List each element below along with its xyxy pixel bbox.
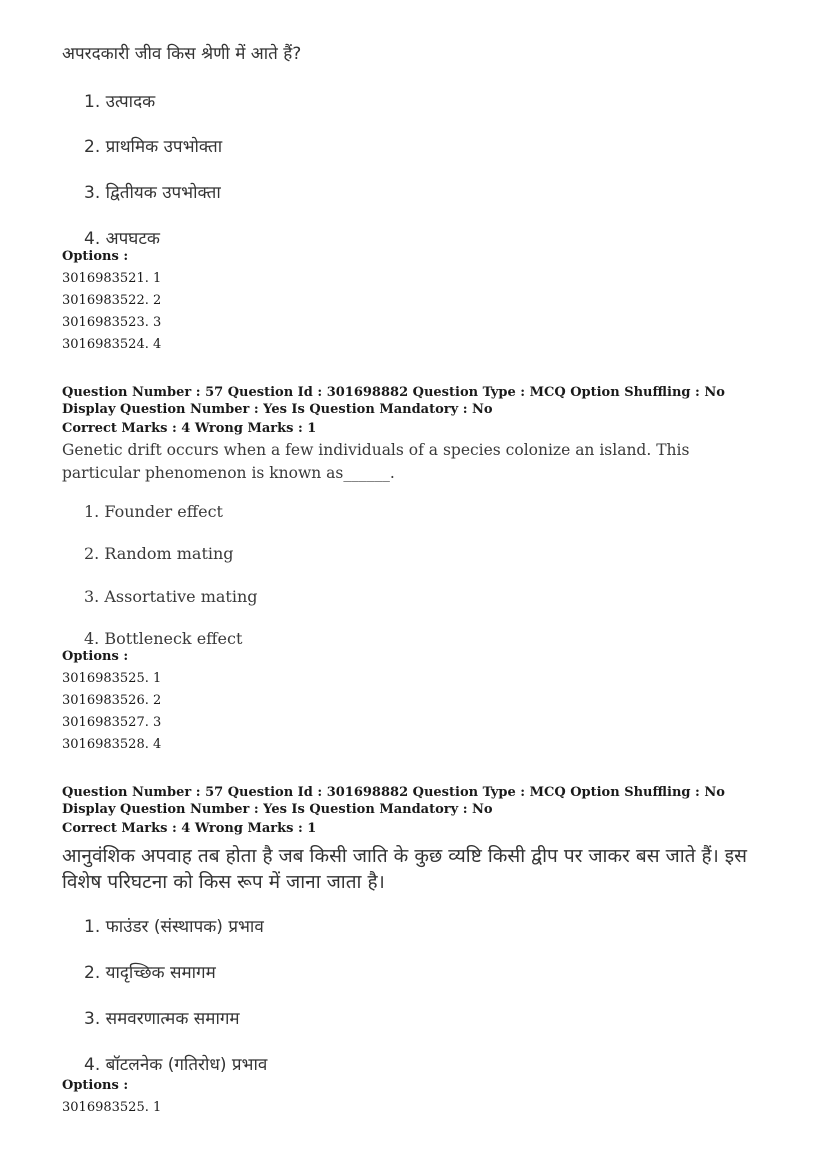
option-id: 3016983525. 1 [62,1100,162,1115]
option-id: 3016983528. 4 [62,737,162,752]
choice-3: 3. Assortative mating [84,587,258,606]
option-id: 3016983523. 3 [62,315,162,330]
question-text-hindi-1: अपरदकारी जीव किस श्रेणी में आते हैं? [62,44,302,64]
option-id: 3016983525. 1 [62,671,162,686]
option-id: 3016983526. 2 [62,693,162,708]
choice-3: 3. समवरणात्मक समागम [84,1009,240,1029]
question-text-hindi-2: आनुवंशिक अपवाह तब होता है जब किसी जाति के कुछ व्यष्टि किसी द्वीप पर जाकर बस जाते हैं। इस विशेष परिघटना को किस रूप में जाना जाता है। [62,845,747,893]
choice-4: 4. बॉटलनेक (गतिरोध) प्रभाव [84,1055,268,1075]
question-meta: Question Number : 57 Question Id : 301698882 Question Type : MCQ Option Shuffling : No Display Question Number : Yes Is Question Mandatory : No [62,385,725,417]
options-label: Options : [62,249,129,264]
option-id: 3016983527. 3 [62,715,162,730]
choice-4: 4. अपघटक [84,229,160,249]
choice-3: 3. द्वितीयक उपभोक्ता [84,183,221,203]
choice-1: 1. उत्पादक [84,92,156,112]
options-label: Options : [62,649,129,664]
choice-1: 1. फाउंडर (संस्थापक) प्रभाव [84,917,264,937]
option-id: 3016983522. 2 [62,293,162,308]
options-label: Options : [62,1078,129,1093]
option-id: 3016983524. 4 [62,337,162,352]
question-marks: Correct Marks : 4 Wrong Marks : 1 [62,421,317,436]
question-marks: Correct Marks : 4 Wrong Marks : 1 [62,821,317,836]
choice-1: 1. Founder effect [84,502,223,521]
choice-2: 2. यादृच्छिक समागम [84,963,216,983]
choice-2: 2. Random mating [84,544,234,563]
choice-2: 2. प्राथमिक उपभोक्ता [84,137,223,157]
question-meta: Question Number : 57 Question Id : 301698882 Question Type : MCQ Option Shuffling : No Display Question Number : Yes Is Question Mandatory : No [62,785,725,817]
choice-4: 4. Bottleneck effect [84,629,243,648]
option-id: 3016983521. 1 [62,271,162,286]
question-text-english: Genetic drift occurs when a few individuals of a species colonize an island. This particular phenomenon is known as______. [62,441,690,482]
